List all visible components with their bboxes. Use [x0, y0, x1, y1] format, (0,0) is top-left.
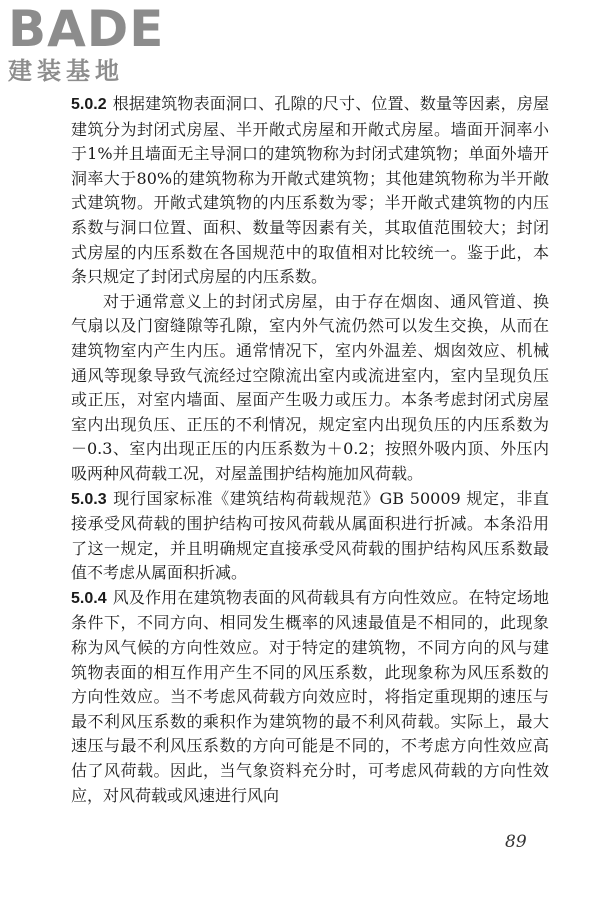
bade-logo: [8, 0, 178, 88]
paragraph-text: 根据建筑物表面洞口、孔隙的尺寸、位置、数量等因素，房屋建筑分为封闭式房屋、半开敞式房屋和开敞式房屋。墙面开洞率小于1%并且墙面无主导洞口的建筑物称为封闭式建筑物；单面外墙开洞率大于80%的建筑物称为开敞式建筑物；其他建筑物称为半开敞式建筑物。开敞式建筑物的内压系数为零；半开敞式建筑物的内压系数与洞口位置、面积、数量等因素有关，其取值范围较大；封闭式房屋的内压系数在各国规范中的取值相对比较统一。鉴于此，本条只规定了封闭式房屋的内压系数。: [71, 94, 549, 287]
paragraph-5-0-2: [71, 92, 549, 290]
clause-number: 5.0.2: [71, 96, 107, 113]
logo-tagline: 建装基地: [8, 57, 124, 85]
clause-number: 5.0.3: [71, 490, 107, 508]
document-body: [71, 92, 549, 808]
paragraph-5-0-3: [71, 487, 549, 586]
page-number: 89: [505, 832, 527, 852]
paragraph-text: 对于通常意义上的封闭式房屋，由于存在烟囱、通风管道、换气扇以及门窗缝隙等孔隙，室内外气流仍然可以发生交换，从而在建筑物室内产生内压。通常情况下，室内外温差、烟囱效应、机械通风等现象导致气流经过空隙流出室内或流进室内，室内呈现负压或正压，对室内墙面、屋面产生吸力或压力。本条考虑封闭式房屋室内出现负压、正压的不利情况，规定室内出现负压的内压系数为－0.3、室内出现正压的内压系数为＋0.2；按照外吸内顶、外压内吸两种风荷载工况，对屋盖围护结构施加风荷载。: [71, 291, 549, 483]
paragraph-text: 风及作用在建筑物表面的风荷载具有方向性效应。在特定场地条件下，不同方向、相同发生概率的风速最值是不相同的，此现象称为风气候的方向性效应。对于特定的建筑物，不同方向的风与建筑物表面的相互作用产生不同的风压系数，此现象称为风压系数的方向性效应。当不考虑风荷载方向效应时，将指定重现期的速压与最不利风压系数的乘积作为建筑物的最不利风荷载。实际上，最大速压与最不利风压系数的方向可能是不同的，不考虑方向性效应高估了风荷载。因此，当气象资料充分时，可考虑风荷载的方向性效应，对风荷载或风速进行风向: [71, 587, 549, 805]
clause-number: 5.0.4: [71, 589, 107, 607]
paragraph-internal-pressure: [71, 290, 549, 487]
paragraph-5-0-4: [71, 586, 549, 808]
logo-wordmark: BADE: [8, 0, 165, 58]
paragraph-text: 现行国家标准《建筑结构荷载规范》GB 50009 规定，非直接承受风荷载的围护结构可按风荷载从属面积进行折减。本条沿用了这一规定，并且明确规定直接承受风荷载的围护结构风压系数最值不考虑从属面积折减。: [71, 488, 549, 583]
